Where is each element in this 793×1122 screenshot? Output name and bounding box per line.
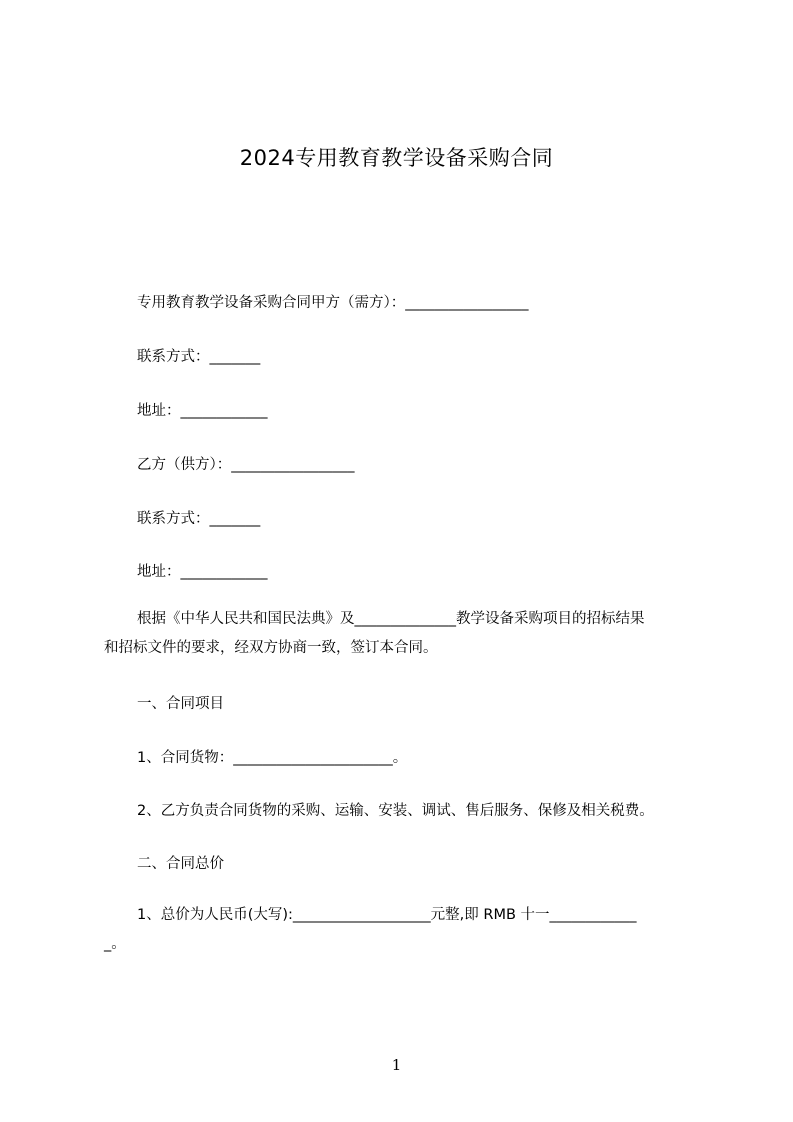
preamble-line-2: 和招标文件的要求，经双方协商一致，签订本合同。 [104,640,438,656]
party-b-contact: 联系方式：_______ [137,511,261,527]
preamble-paragraph [104,605,704,663]
preamble-line-1: 根据《中华人民共和国民法典》及______________教学设备采购项目的招标结果 [137,611,645,627]
section-2-item-1-line-1: 1、总价为人民币(大写):___________________元整,即 RMB 十一____________ [137,907,637,923]
section-2-item-1-line-2: _。 [104,936,126,952]
section-2-item-1 [104,901,704,959]
section-1-item-1: 1、合同货物：______________________。 [137,750,408,766]
document-title: 2024专用教育教学设备采购合同 [239,146,554,170]
party-a-contact: 联系方式：_______ [137,349,261,365]
page-number: 1 [391,1056,402,1074]
section-2-heading: 二、合同总价 [137,856,224,872]
section-1-item-2: 2、乙方负责合同货物的采购、运输、安装、调试、售后服务、保修及相关税费。 [137,803,654,819]
party-b-label: 乙方（供方）：_________________ [137,457,355,473]
section-1-heading: 一、合同项目 [137,696,224,712]
party-a-address: 地址：____________ [137,403,268,419]
party-a-label: 专用教育教学设备采购合同甲方（需方）：_________________ [137,295,529,311]
party-b-address: 地址：____________ [137,564,268,580]
